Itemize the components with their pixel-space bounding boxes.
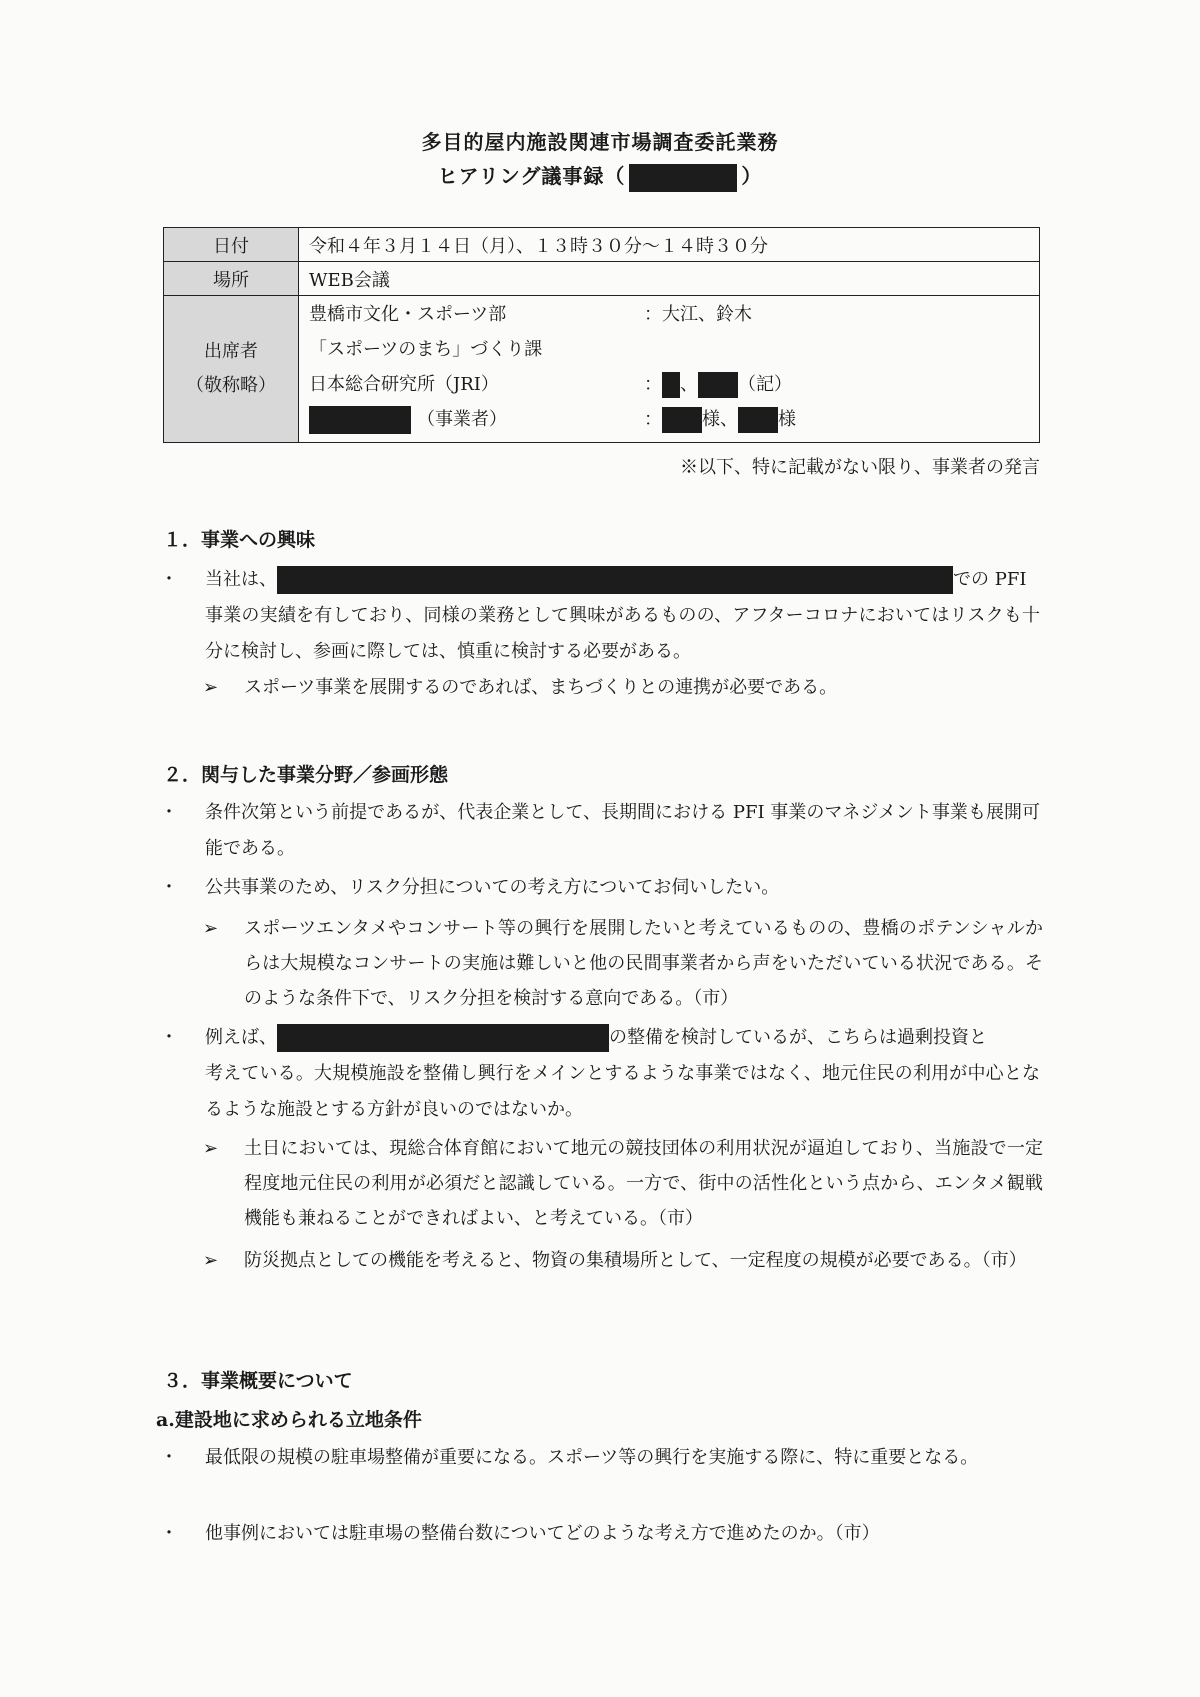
attendees-label-line2: （敬称略） bbox=[186, 375, 276, 396]
subtitle-prefix: ヒアリング議事録（ bbox=[437, 164, 626, 188]
attendee-names-company: ： 様、 様 bbox=[644, 405, 796, 433]
date-value: 令和４年３月１４日（月）、１３時３０分～１４時３０分 bbox=[299, 228, 1040, 262]
subsection-heading-a: a.建設地に求められる立地条件 bbox=[156, 1409, 422, 1431]
sub-item: ➢ スポーツ事業を展開するのであれば、まちづくりとの連携が必要である。 bbox=[203, 670, 1043, 705]
document-subtitle bbox=[0, 160, 1200, 192]
sub-item: ➢ 土日においては、現総合体育館において地元の競技団体の利用状況が逼迫しており、当施設で一定程度地元住民の利用が必須だと認識している。一方で、街中の活性化という点から、エンタメ観戦機能も兼ねることができればよい、と考えている。（市） bbox=[203, 1131, 1043, 1236]
attendee-names-city: ：大江、鈴木 bbox=[644, 304, 752, 325]
bullet-item: ・ 例えば、 の整備を検討しているが、こちらは過剰投資と 考えている。大規模施設を整備し興行をメインとするような事業ではなく、地元住民の利用が中心となるような施設とする方針が良いのではないか。 bbox=[160, 1020, 1040, 1128]
place-row bbox=[164, 262, 1040, 296]
attendees-list bbox=[309, 296, 1029, 442]
redaction-block bbox=[738, 407, 778, 433]
bullet-item: ・ 当社は、 での PFI 事業の実績を有しており、同様の業務として興味があるものの、アフターコロナにおいてはリスクも十分に検討し、参画に際しては、慎重に検討する必要がある。 bbox=[160, 562, 1040, 670]
attendees-label-line1: 出席者 bbox=[204, 341, 258, 362]
redaction-block bbox=[277, 1024, 609, 1052]
attendees-label bbox=[164, 296, 299, 443]
attendee-org-jri: 日本総合研究所（JRI） bbox=[309, 374, 499, 395]
attendee-org-city: 豊橋市文化・スポーツ部 bbox=[309, 304, 507, 325]
redaction-block bbox=[277, 566, 953, 594]
arrow-bullet-icon: ➢ bbox=[203, 918, 219, 939]
redaction-block bbox=[698, 372, 738, 398]
arrow-bullet-icon: ➢ bbox=[203, 1250, 219, 1271]
redaction-block bbox=[662, 407, 702, 433]
bullet-item: ・ 条件次第という前提であるが、代表企業として、長期間における PFI 事業のマネジメント事業も展開可能である。 bbox=[160, 802, 1040, 859]
attendee-names-jri: ： 、 （記） bbox=[644, 370, 792, 398]
bullet-item: ・ 最低限の規模の駐車場整備が重要になる。スポーツ等の興行を実施する際に、特に重要となる。 bbox=[160, 1447, 979, 1468]
subtitle-suffix: ） bbox=[741, 164, 763, 188]
meeting-info-table bbox=[163, 227, 1040, 443]
attendees-row bbox=[164, 296, 1040, 443]
attendee-org-company: （事業者） bbox=[309, 405, 507, 434]
redaction-block bbox=[309, 406, 411, 434]
place-value: WEB会議 bbox=[299, 262, 1040, 296]
place-label: 場所 bbox=[164, 262, 299, 296]
attendee-org-city-dept: 「スポーツのまち」づくり課 bbox=[309, 339, 543, 360]
redaction-block bbox=[662, 372, 680, 398]
document-title: 多目的屋内施設関連市場調査委託業務 bbox=[421, 130, 779, 154]
bullet-item: ・ 公共事業のため、リスク分担についての考え方についてお伺いしたい。 bbox=[160, 877, 780, 898]
redaction-block bbox=[629, 164, 737, 192]
attendees-value bbox=[299, 296, 1040, 443]
arrow-bullet-icon: ➢ bbox=[203, 677, 219, 698]
section-heading-3: ３．事業概要について bbox=[163, 1370, 353, 1392]
sub-item: ➢ 防災拠点としての機能を考えると、物資の集積場所として、一定程度の規模が必要である。（市） bbox=[203, 1243, 1043, 1278]
section-heading-1: １．事業への興味 bbox=[163, 529, 316, 551]
bullet-item: ・ 他事例においては駐車場の整備台数についてどのような考え方で進めたのか。（市） bbox=[160, 1523, 880, 1544]
date-label: 日付 bbox=[164, 228, 299, 262]
section-heading-2: ２．関与した事業分野／参画形態 bbox=[163, 764, 449, 786]
speaker-note: ※以下、特に記載がない限り、事業者の発言 bbox=[680, 457, 1040, 478]
sub-item: ➢ スポーツエンタメやコンサート等の興行を展開したいと考えているものの、豊橋のポテンシャルからは大規模なコンサートの実施は難しいと他の民間事業者から声をいただいている状況である。そのような条件下で、リスク分担を検討する意向である。（市） bbox=[203, 911, 1043, 1016]
date-row bbox=[164, 228, 1040, 262]
arrow-bullet-icon: ➢ bbox=[203, 1138, 219, 1159]
